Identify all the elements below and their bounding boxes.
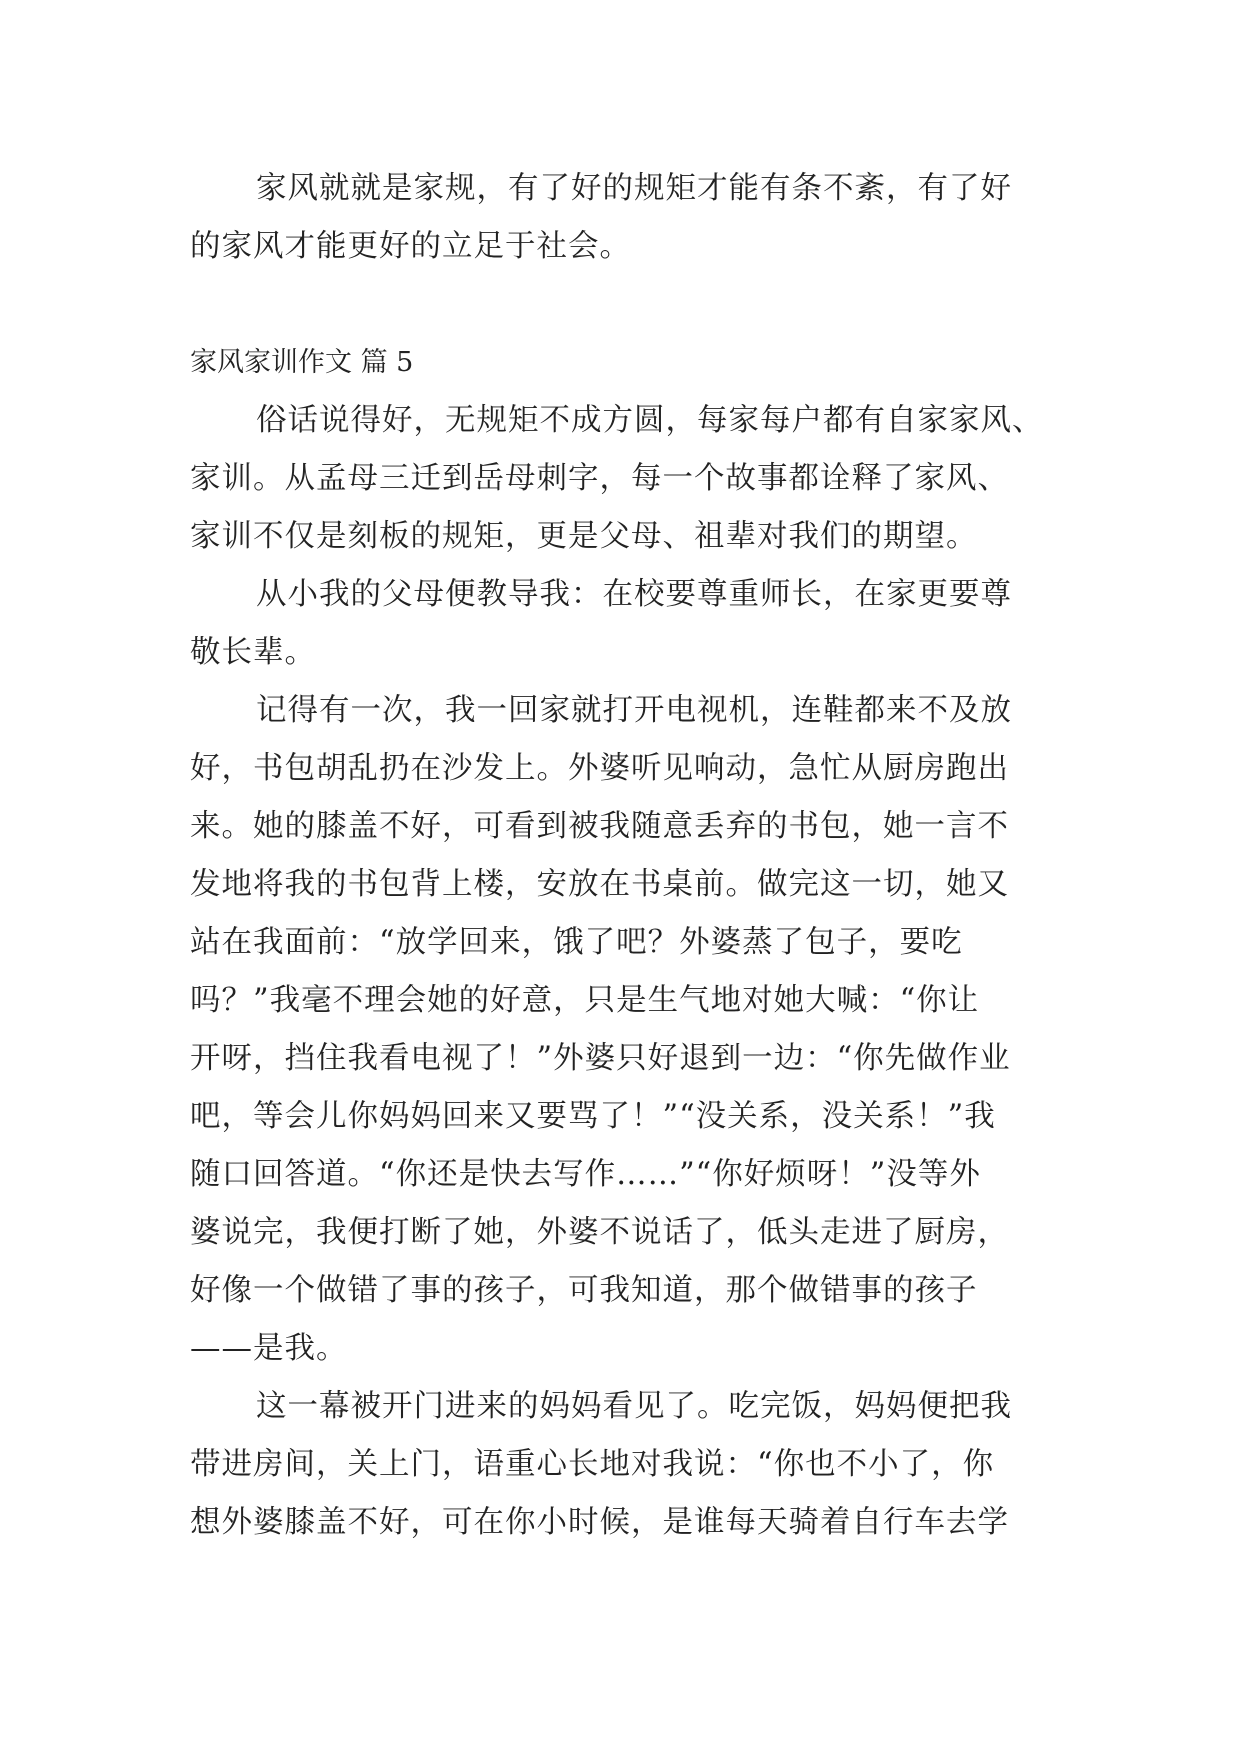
text-line: 好，书包胡乱扔在沙发上。外婆听见响动，急忙从厨房跑出 — [190, 751, 1009, 786]
paragraph-2 — [190, 392, 1070, 566]
text-line: 想外婆膝盖不好，可在你小时候，是谁每天骑着自行车去学 — [190, 1505, 1009, 1540]
text-line: 从小我的父母便教导我：在校要尊重师长，在家更要尊 — [256, 577, 1012, 612]
text-line: 站在我面前：“放学回来，饿了吧？外婆蒸了包子，要吃 — [190, 925, 963, 960]
document-body — [190, 160, 1070, 1552]
text-line: 随口回答道。“你还是快去写作……”“你好烦呀！”没等外 — [190, 1157, 981, 1192]
paragraph-3 — [190, 566, 1070, 682]
text-line: 吧，等会儿你妈妈回来又要骂了！”“没关系，没关系！”我 — [190, 1099, 996, 1134]
heading-text: 家风家训作文 篇 5 — [190, 347, 414, 378]
text-line: ——是我。 — [190, 1331, 348, 1366]
text-line: 吗？”我毫不理会她的好意，只是生气地对她大喊：“你让 — [190, 983, 980, 1018]
text-line: 的家风才能更好的立足于社会。 — [190, 229, 631, 264]
text-line: 这一幕被开门进来的妈妈看见了。吃完饭，妈妈便把我 — [256, 1389, 1012, 1424]
text-line: 开呀，挡住我看电视了！”外婆只好退到一边：“你先做作业 — [190, 1041, 1011, 1076]
text-line: 家风就就是家规，有了好的规矩才能有条不紊，有了好 — [256, 171, 1012, 206]
text-line: 敬长辈。 — [190, 635, 316, 670]
text-line: 好像一个做错了事的孩子，可我知道，那个做错事的孩子 — [190, 1273, 978, 1308]
text-line: 发地将我的书包背上楼，安放在书桌前。做完这一切，她又 — [190, 867, 1009, 902]
text-line: 家训。从孟母三迁到岳母刺字，每一个故事都诠释了家风、 — [190, 461, 1009, 496]
section-heading — [190, 334, 1070, 392]
paragraph-5 — [190, 1378, 1070, 1552]
paragraph-4 — [190, 682, 1070, 1378]
text-line: 记得有一次，我一回家就打开电视机，连鞋都来不及放 — [256, 693, 1012, 728]
text-line: 来。她的膝盖不好，可看到被我随意丢弃的书包，她一言不 — [190, 809, 1009, 844]
text-line: 婆说完，我便打断了她，外婆不说话了，低头走进了厨房， — [190, 1215, 1009, 1250]
text-line: 带进房间，关上门，语重心长地对我说：“你也不小了，你 — [190, 1447, 995, 1482]
paragraph-1 — [190, 160, 1070, 276]
text-line: 俗话说得好，无规矩不成方圆，每家每户都有自家家风、 — [256, 403, 1044, 438]
text-line: 家训不仅是刻板的规矩，更是父母、祖辈对我们的期望。 — [190, 519, 978, 554]
